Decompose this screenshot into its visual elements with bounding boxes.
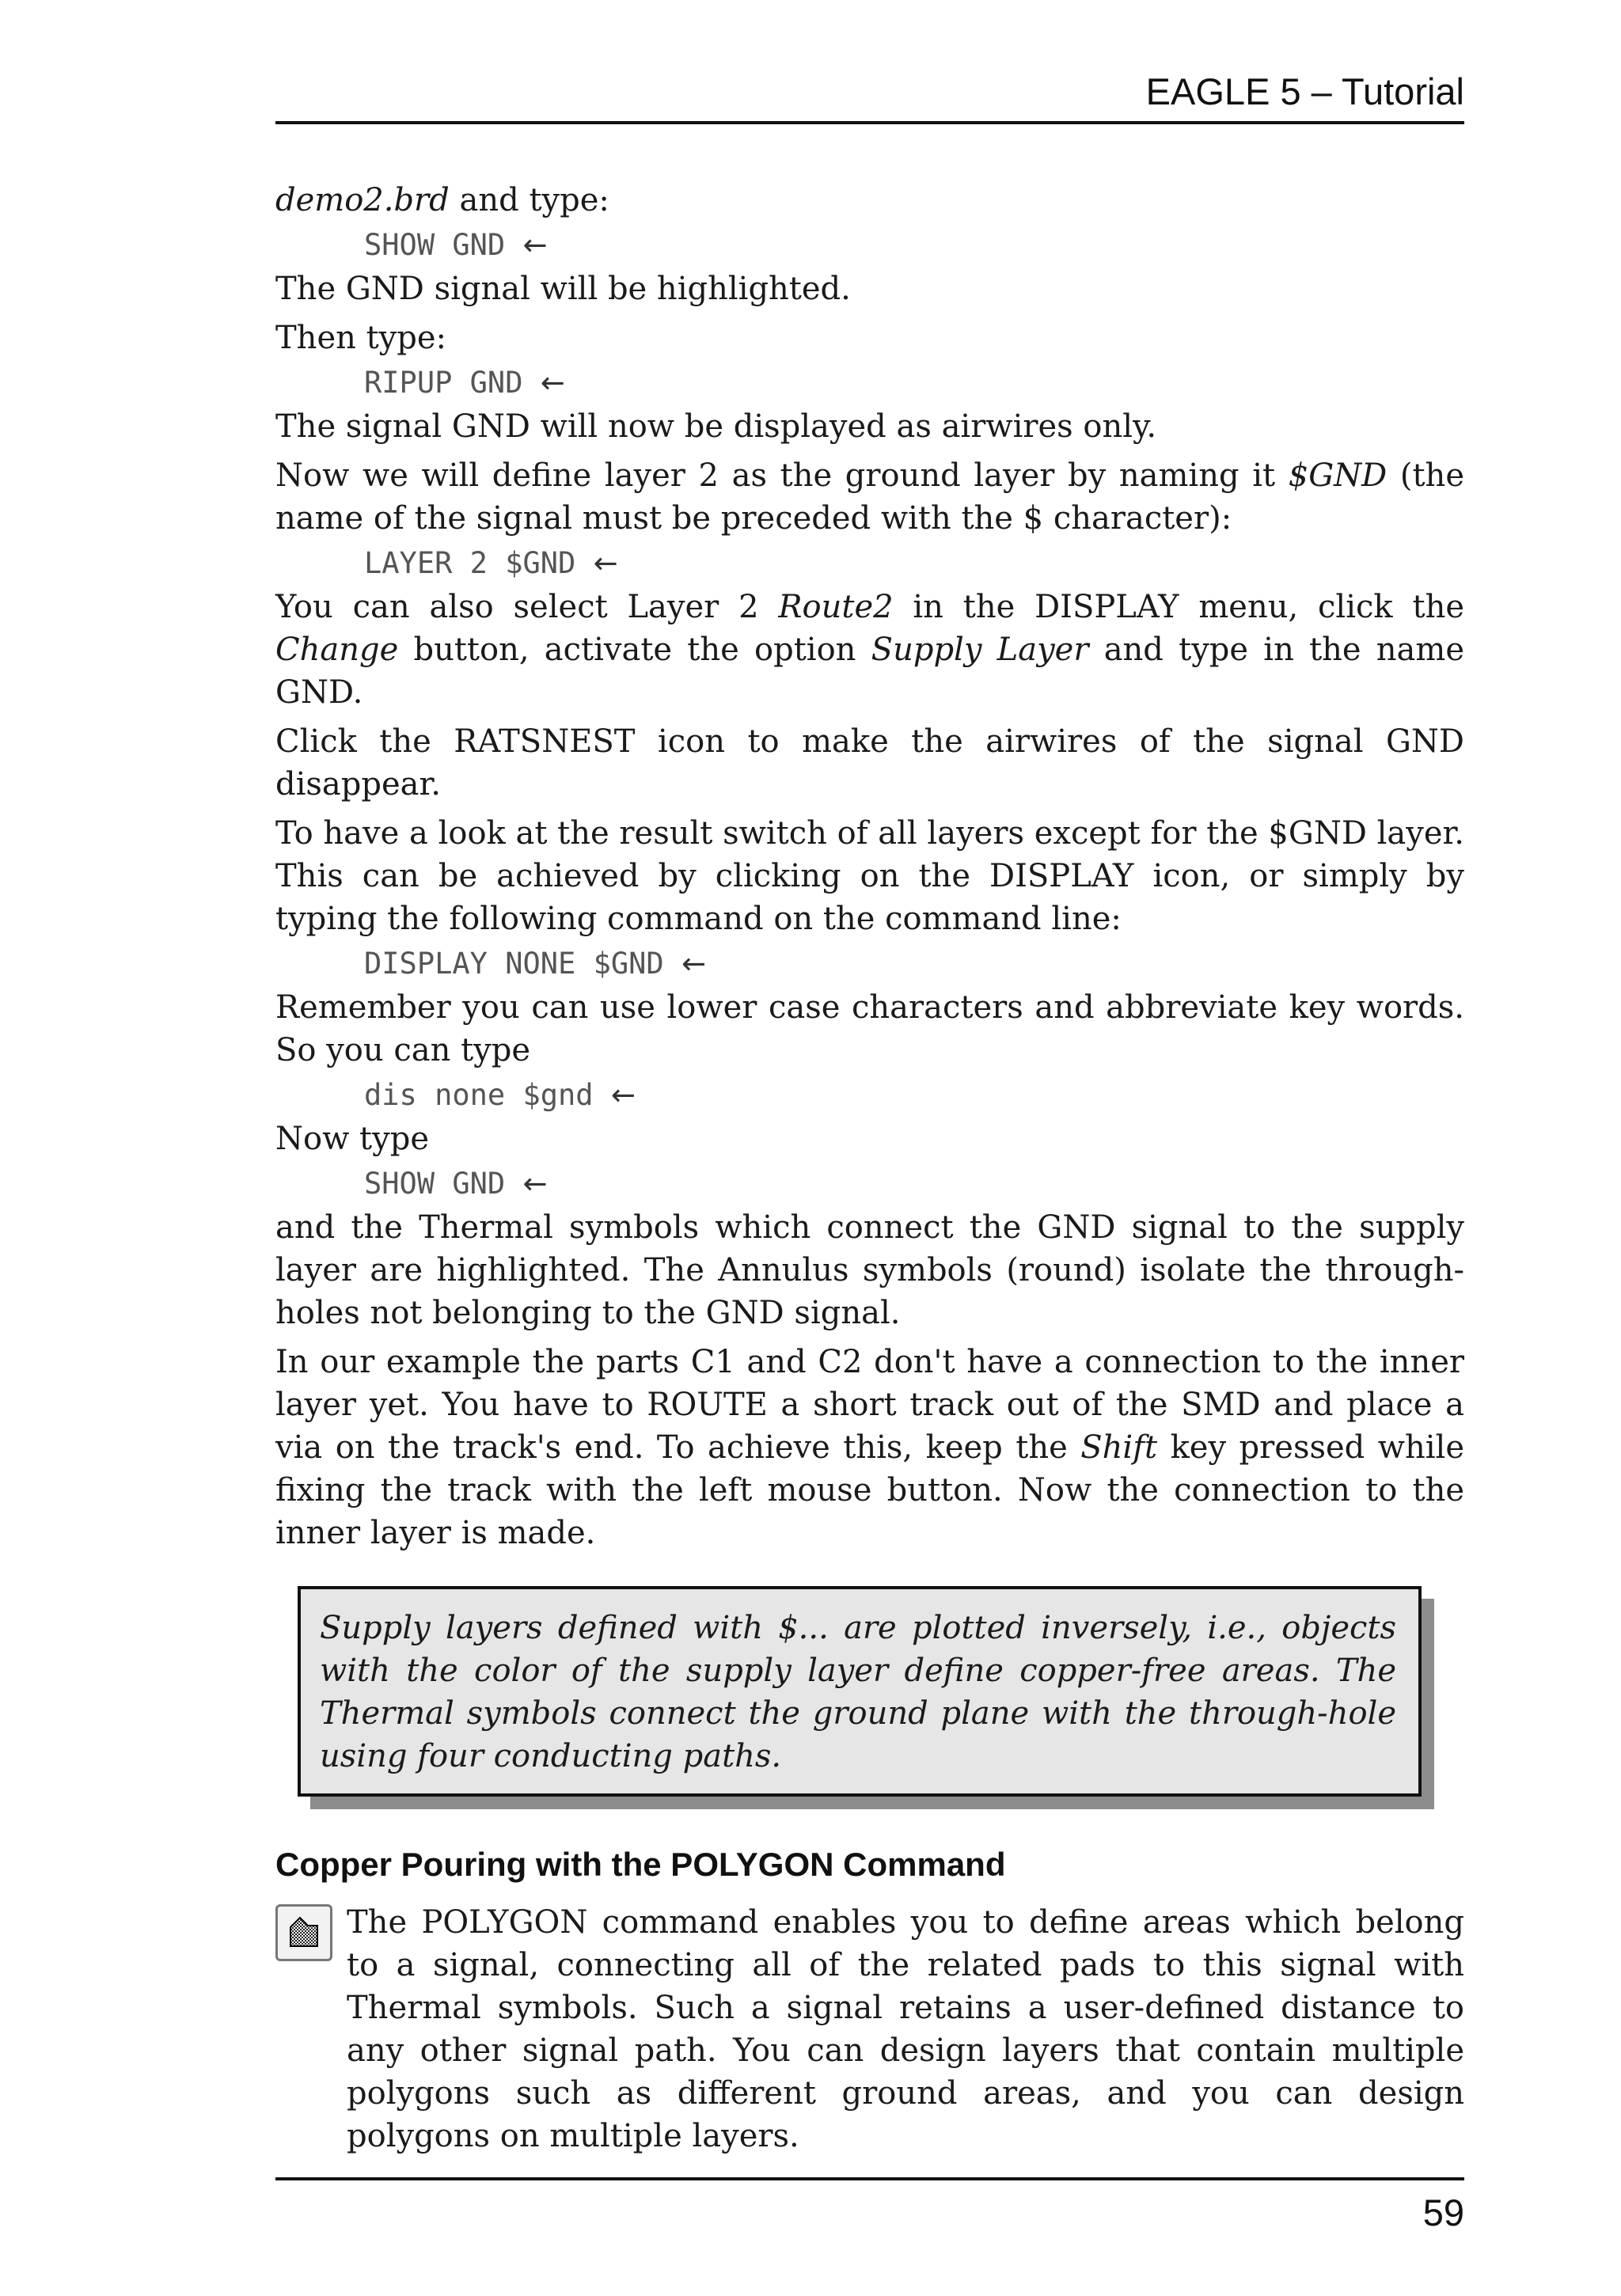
paragraph: The signal GND will now be displayed as airwires only.	[275, 408, 1157, 445]
polygon-icon-glyph	[286, 1915, 322, 1951]
header-rule	[275, 121, 1464, 124]
text: You can also select Layer 2	[275, 589, 779, 625]
code-text: LAYER 2 $GND	[364, 546, 594, 580]
note-callout	[298, 1586, 1422, 1797]
paragraph	[275, 1341, 1464, 1554]
code-text: DISPLAY NONE $GND	[364, 947, 681, 981]
paragraph: Remember you can use lower case characters and abbreviate key words. So you can type	[275, 989, 1464, 1068]
text: key pressed while fixing the track with the left mouse button. Now the connection to the inner layer is made.	[275, 1429, 1465, 1551]
key-name: Shift	[1080, 1429, 1158, 1466]
code-text: SHOW GND	[364, 1167, 523, 1201]
section-heading: Copper Pouring with the POLYGON Command	[275, 1846, 1006, 1883]
note-box	[298, 1586, 1422, 1797]
paragraph: and the Thermal symbols which connect the GND signal to the supply layer are highlighted. The Annulus symbols (round) isolate the through-holes not belonging to the GND signal.	[275, 1209, 1464, 1331]
text: in the DISPLAY menu, click the	[893, 589, 1464, 625]
text: button, activate the option	[398, 632, 871, 668]
text: (the name of the signal must be preceded with the $ character):	[275, 457, 1464, 537]
code-text: RIPUP GND	[364, 366, 541, 400]
polygon-icon	[275, 1904, 332, 1961]
paragraph: Now type	[275, 1121, 429, 1157]
paragraph	[275, 454, 1464, 540]
running-header: EAGLE 5 – Tutorial	[1145, 70, 1464, 112]
paragraph: To have a look at the result switch of all layers except for the $GND layer. This can be achieved by clicking on the DISPLAY icon, or simply by typing the following command on the command line:	[275, 815, 1464, 937]
text: and type in the name GND.	[275, 632, 1465, 711]
code-line	[275, 942, 1464, 986]
layer-name: $GND	[1288, 457, 1388, 494]
page-number: 59	[1422, 2192, 1464, 2233]
enter-arrow-icon: ←	[522, 228, 548, 262]
code-line	[275, 361, 1464, 405]
code-text: SHOW GND	[364, 228, 523, 262]
filename: demo2.brd	[275, 182, 450, 218]
enter-arrow-icon: ←	[610, 1078, 636, 1112]
code-line	[275, 541, 1464, 586]
polygon-intro	[275, 1901, 1464, 2157]
code-line	[275, 1162, 1464, 1206]
paragraph	[275, 586, 1464, 714]
layer-name: Route2	[778, 589, 894, 625]
enter-arrow-icon: ←	[522, 1167, 548, 1201]
code-line	[275, 1073, 1464, 1118]
text: Now we will define layer 2 as the ground layer by naming it	[275, 457, 1289, 494]
paragraph: Then type:	[275, 320, 447, 356]
enter-arrow-icon: ←	[593, 546, 618, 580]
code-text: dis none $gnd	[364, 1078, 611, 1112]
enter-arrow-icon: ←	[540, 366, 565, 400]
page-content	[275, 179, 1464, 2169]
footer-rule	[275, 2177, 1464, 2180]
paragraph: The GND signal will be highlighted.	[275, 271, 851, 307]
paragraph	[275, 179, 1464, 222]
option-name: Supply Layer	[871, 632, 1089, 668]
button-name: Change	[275, 632, 399, 668]
code-line	[275, 223, 1464, 268]
text: In our example the parts C1 and C2 don't have a connection to the inner layer yet. You have to ROUTE a short track out of the SMD and place a via on the track's end. To achieve this, keep the	[275, 1344, 1464, 1466]
note-text: Supply layers defined with $... are plotted inversely, i.e., objects with the color of the supply layer define copper-free areas. The Thermal symbols connect the ground plane with the through-hole using four conducting paths.	[320, 1610, 1396, 1774]
enter-arrow-icon: ←	[681, 947, 706, 981]
paragraph: Click the RATSNEST icon to make the airwires of the signal GND disappear.	[275, 723, 1464, 803]
text: and type:	[449, 182, 609, 218]
paragraph: The POLYGON command enables you to define areas which belong to a signal, connecting all of the related pads to this signal with Thermal symbols. Such a signal retains a user-defined distance to any other signal path. You can design layers that contain multiple polygons such as different ground areas, and you can design polygons on multiple layers.	[347, 1904, 1464, 2154]
